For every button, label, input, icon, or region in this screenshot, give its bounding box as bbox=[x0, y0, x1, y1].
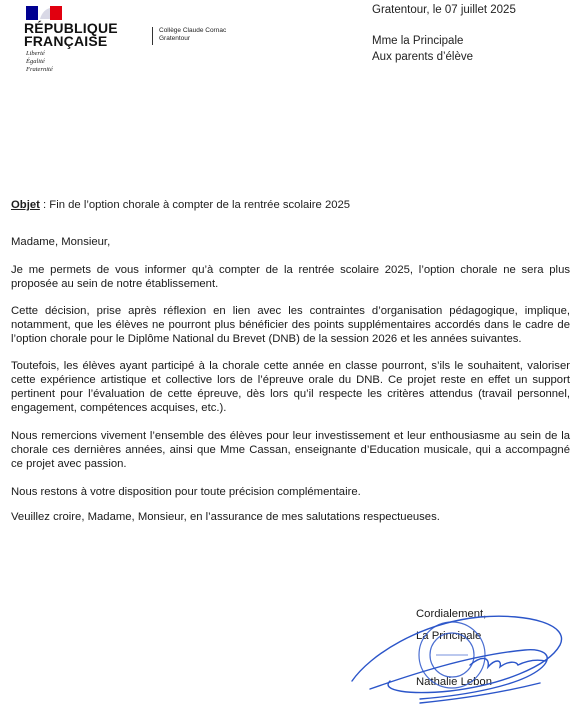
closing: Cordialement, bbox=[416, 608, 487, 620]
signatory-title: La Principale bbox=[416, 630, 482, 642]
paragraph: Nous remercions vivement l’ensemble des élèves pour leur investissement et leur enthousiasme au sein de la chorale ces dernières années, ainsi que Mme Cassan, enseignante d’Education musicale, qui a accompagné ce projet avec passion. bbox=[11, 430, 570, 471]
motto-egalite: Égalité bbox=[26, 58, 45, 65]
motto-liberte: Liberté bbox=[26, 50, 45, 57]
recipient-line-2: Aux parents d’élève bbox=[372, 51, 474, 63]
paragraph: Veuillez croire, Madame, Monsieur, en l’assurance de mes salutations respectueuses. bbox=[11, 511, 440, 523]
recipient-line-1: Mme la Principale bbox=[372, 35, 464, 47]
school-name: Collège Claude Cornac bbox=[159, 27, 227, 34]
school-town: Gratentour bbox=[159, 34, 191, 42]
paragraph: Je me permets de vous informer qu’à compter de la rentrée scolaire 2025, l’option chorale ne sera plus proposée au sein de notre établissement. bbox=[11, 264, 570, 291]
republic-motto bbox=[26, 50, 53, 74]
signature-and-stamp bbox=[350, 595, 583, 710]
salutation: Madame, Monsieur, bbox=[11, 236, 111, 248]
logo-line-2: FRANÇAISE bbox=[24, 33, 108, 49]
subject-label: Objet bbox=[11, 199, 40, 211]
paragraph: Cette décision, prise après réflexion en lien avec les contraintes d’organisation pédagogique, implique, notamment, que les élèves ne pourront plus bénéficier des points supplémentaires accordés dans le cadre de l’option chorale pour le Diplôme National du Brevet (DNB) de la session 2026 et les années suivantes. bbox=[11, 305, 570, 346]
handwritten-signature-icon bbox=[352, 616, 562, 703]
republique-logo-text bbox=[24, 22, 118, 48]
paragraph: Nous restons à votre disposition pour toute précision complémentaire. bbox=[11, 486, 361, 498]
recipient-block bbox=[372, 33, 473, 65]
paragraph: Toutefois, les élèves ayant participé à la chorale cette année en classe pourront, s’ils le souhaitent, valoriser cette expérience artistique et collective lors de l’épreuve orale du DNB. Ce projet reste en effet un support pertinent pour l’évaluation de cette épreuve, dès lors qu’il respecte les critères attendus (travail personnel, engagement, compétences acquises, etc.). bbox=[11, 360, 570, 415]
official-stamp-icon bbox=[419, 622, 485, 688]
subject-line bbox=[11, 199, 350, 211]
motto-fraternite: Fraternité bbox=[26, 66, 53, 73]
subject-text: : Fin de l’option chorale à compter de la rentrée scolaire 2025 bbox=[39, 199, 351, 211]
marianne-flag-icon bbox=[26, 6, 62, 20]
date-line: Gratentour, le 07 juillet 2025 bbox=[372, 4, 516, 16]
header-divider bbox=[152, 27, 153, 45]
logo-line-1: RÉPUBLIQUE bbox=[24, 20, 118, 36]
school-block bbox=[159, 27, 226, 42]
signatory-name: Nathalie Lebon bbox=[416, 676, 493, 688]
